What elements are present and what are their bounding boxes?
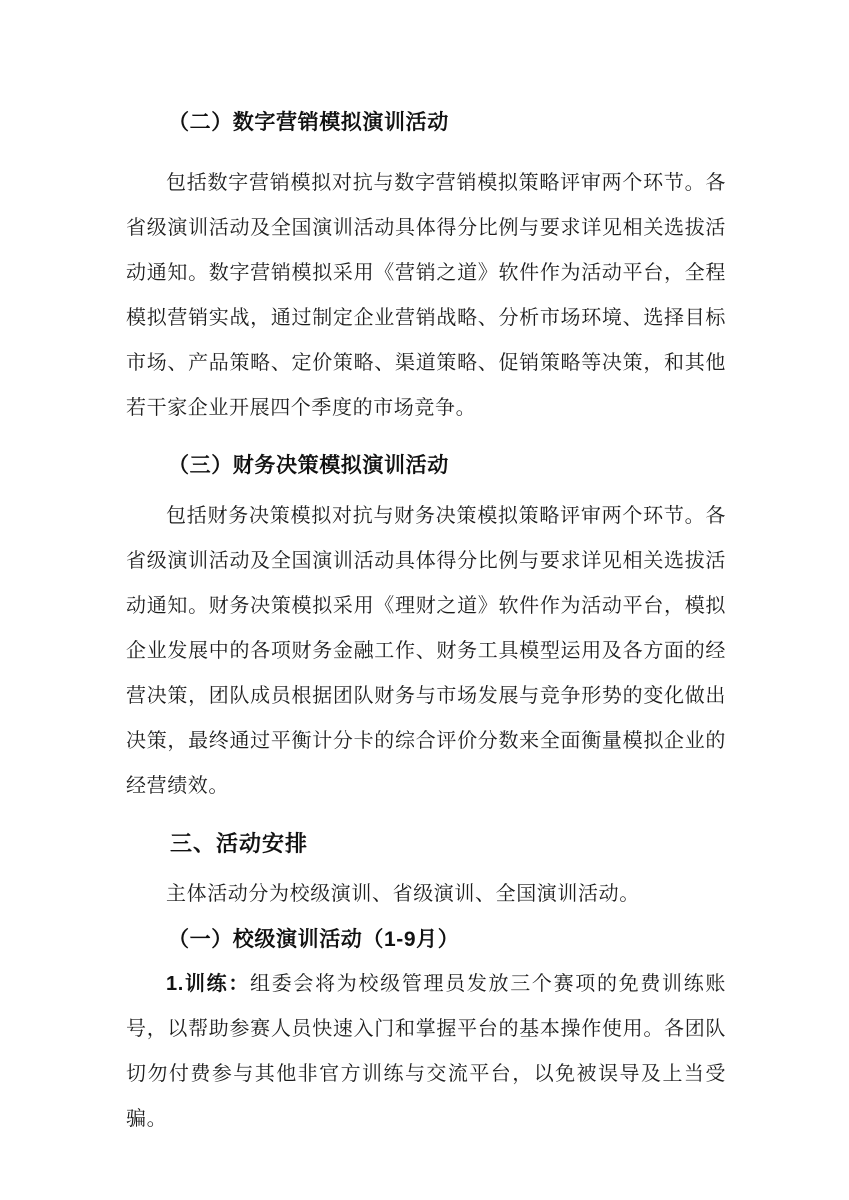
paragraph-activity-overview: 主体活动分为校级演训、省级演训、全国演训活动。 [166,883,640,905]
subsection-heading-financial-decision: （三）财务决策模拟演训活动 [168,453,449,477]
chapter-heading-activity-arrangement: 三、活动安排 [170,831,309,856]
paragraph-digital-marketing: 包括数字营销模拟对抗与数字营销模拟策略评审两个环节。各省级演训活动及全国演训活动具体得分比例与要求详见相关选拔活动通知。数字营销模拟采用《营销之道》软件作为活动平台，全程模拟营销实战，通过制定企业营销战略、分析市场环境、选择目标市场、产品策略、定价策略、渠道策略、促销策略等决策，和其他若干家企业开展四个季度的市场竞争。 [126,172,726,419]
paragraph-training-item [126,962,726,1142]
subsection-heading-digital-marketing: （二）数字营销模拟演训活动 [168,110,449,134]
training-item-text: 组委会将为校级管理员发放三个赛项的免费训练账号，以帮助参赛人员快速入门和掌握平台的基本操作使用。各团队切勿付费参与其他非官方训练与交流平台，以免被误导及上当受骗。 [126,973,727,1130]
paragraph-financial-decision: 包括财务决策模拟对抗与财务决策模拟策略评审两个环节。各省级演训活动及全国演训活动具体得分比例与要求详见相关选拔活动通知。财务决策模拟采用《理财之道》软件作为活动平台，模拟企业发展中的各项财务金融工作、财务工具模型运用及各方面的经营决策，团队成员根据团队财务与市场发展与竞争形势的变化做出决策，最终通过平衡计分卡的综合评价分数来全面衡量模拟企业的经营绩效。 [126,505,726,797]
document-content [126,100,726,1142]
training-item-number-label: 1.训练： [166,973,251,995]
subsection-heading-school-level: （一）校级演训活动（1-9月） [168,928,460,951]
